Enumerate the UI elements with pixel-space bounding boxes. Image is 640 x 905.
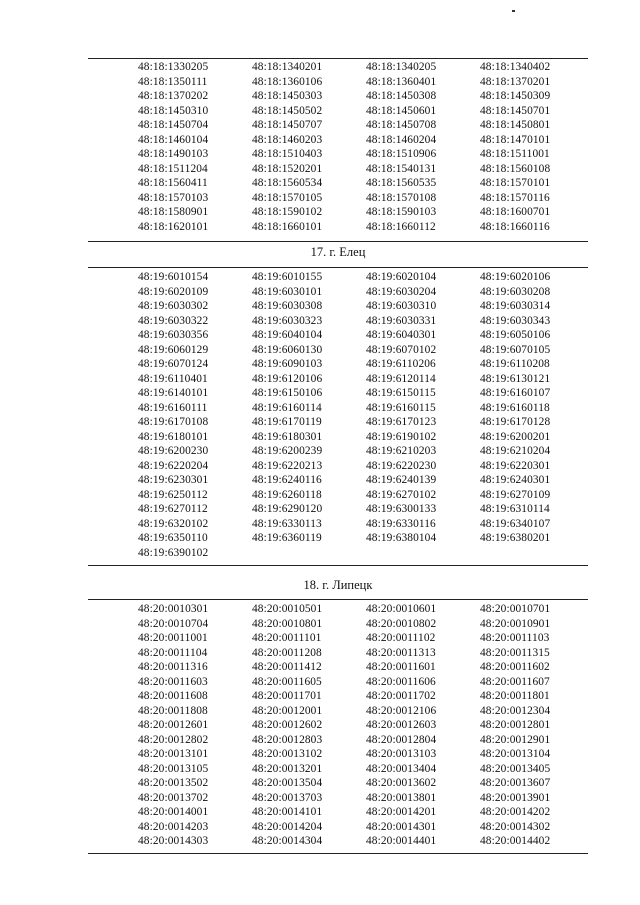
cadastral-number: 48:20:0014402: [480, 835, 551, 847]
table-top-rule: [88, 58, 588, 59]
cadastral-number: 48:20:0014203: [138, 820, 209, 833]
cadastral-number: 48:20:0011808: [138, 704, 208, 717]
cadastral-number: 48:19:6040104: [252, 329, 323, 341]
cadastral-number: 48:19:6140101: [138, 387, 209, 399]
cadastral-number: 48:19:6170123: [366, 416, 437, 428]
cadastral-number: 48:18:1450303: [252, 90, 323, 102]
cadastral-number: 48:19:6310114: [480, 503, 550, 515]
cadastral-number: 48:19:6030356: [138, 329, 209, 341]
cadastral-number: 48:20:0012304: [480, 704, 551, 717]
table-bottom-rule: [88, 565, 588, 566]
cadastral-number: 48:19:6240116: [252, 474, 322, 486]
cadastral-number: 48:18:1660101: [252, 220, 323, 233]
cadastral-number: 48:20:0010301: [138, 603, 209, 615]
cadastral-number: 48:18:1570105: [252, 191, 323, 204]
cadastral-number: 48:18:1580901: [138, 206, 209, 218]
cadastral-number: 48:20:0013104: [480, 748, 551, 760]
cadastral-number: 48:20:0014204: [252, 820, 323, 833]
cadastral-number: 48:20:0013101: [138, 748, 209, 760]
cadastral-number: 48:20:0011701: [252, 690, 322, 702]
cadastral-number: 48:20:0013405: [480, 762, 551, 775]
cadastral-number: 48:18:1560411: [138, 177, 208, 189]
cadastral-number: 48:20:0012804: [366, 733, 437, 746]
cadastral-number: 48:20:0014001: [138, 806, 209, 818]
cadastral-number: 48:19:6330113: [252, 517, 322, 530]
cadastral-number: 48:20:0011606: [366, 675, 436, 688]
cadastral-number: 48:20:0010701: [480, 603, 551, 615]
cadastral-number: 48:20:0010601: [366, 603, 437, 615]
cadastral-number: 48:20:0010901: [480, 617, 551, 630]
cadastral-number: 48:19:6350110: [138, 532, 208, 544]
cadastral-number: 48:18:1560535: [366, 177, 437, 189]
cadastral-number: 48:19:6060130: [252, 343, 323, 356]
cadastral-number: 48:18:1620101: [138, 220, 209, 233]
cadastral-number: 48:18:1570101: [480, 177, 551, 189]
cadastral-number: 48:19:6160114: [252, 401, 322, 414]
cadastral-number: 48:20:0013201: [252, 762, 323, 775]
cadastral-number: 48:20:0011001: [138, 632, 208, 644]
cadastral-number: 48:20:0014301: [366, 820, 437, 833]
cadastral-number: 48:18:1450707: [252, 119, 323, 131]
cadastral-number: 48:19:6230301: [138, 474, 209, 486]
cadastral-number: 48:19:6290120: [252, 503, 323, 515]
cadastral-number: 48:20:0014201: [366, 806, 437, 818]
cadastral-number: 48:20:0011603: [138, 675, 208, 688]
cadastral-number: 48:19:6010154: [138, 271, 209, 283]
cadastral-number: 48:20:0013102: [252, 748, 323, 760]
cadastral-number: 48:20:0012802: [138, 733, 209, 746]
cadastral-number: 48:19:6340107: [480, 517, 551, 530]
cadastral-number: 48:18:1460104: [138, 133, 209, 146]
cadastral-number: 48:18:1490103: [138, 148, 209, 160]
cadastral-number: 48:20:0011313: [366, 646, 436, 659]
cadastral-number: 48:20:0011412: [252, 661, 322, 673]
cadastral-number: 48:18:1450708: [366, 119, 437, 131]
cadastral-number: 48:19:6010155: [252, 271, 323, 283]
cadastral-number: 48:20:0010801: [252, 617, 323, 630]
cadastral-number: 48:20:0011602: [480, 661, 550, 673]
cadastral-number: 48:19:6170128: [480, 416, 551, 428]
cadastral-number: 48:20:0014202: [480, 806, 551, 818]
cadastral-number: 48:19:6040301: [366, 329, 437, 341]
cadastral-number: 48:20:0013607: [480, 777, 551, 789]
cadastral-number: 48:20:0011316: [138, 661, 208, 673]
cadastral-number: 48:20:0013504: [252, 777, 323, 789]
table-bottom-rule: [88, 241, 588, 242]
cadastral-number: 48:19:6240301: [480, 474, 551, 486]
cadastral-number: 48:20:0011102: [366, 632, 436, 644]
section-heading: 17. г. Елец: [310, 245, 366, 259]
cadastral-number: 48:20:0011208: [252, 646, 322, 659]
cadastral-number: 48:18:1450308: [366, 90, 437, 102]
cadastral-number: 48:18:1360106: [252, 75, 323, 88]
cadastral-number: 48:19:6090103: [252, 358, 323, 370]
cadastral-number: 48:20:0012603: [366, 719, 437, 731]
cadastral-number: 48:20:0011315: [480, 646, 550, 659]
cadastral-number: 48:19:6200230: [138, 445, 209, 457]
cadastral-number: 48:20:0013103: [366, 748, 437, 760]
cadastral-number: 48:18:1340402: [480, 61, 551, 73]
cadastral-number: 48:19:6300133: [366, 503, 437, 515]
cadastral-number: 48:19:6270112: [138, 503, 208, 515]
cadastral-number: 48:19:6330116: [366, 517, 436, 530]
cadastral-number: 48:20:0012901: [480, 733, 551, 746]
cadastral-number: 48:19:6060129: [138, 343, 209, 356]
cadastral-number: 48:19:6110401: [138, 372, 208, 385]
cadastral-number: 48:19:6030308: [252, 300, 323, 312]
cadastral-number: 48:20:0013901: [480, 791, 551, 804]
cadastral-number: 48:19:6020109: [138, 285, 209, 298]
cadastral-number: 48:20:0011608: [138, 690, 208, 702]
cadastral-number: 48:19:6110208: [480, 358, 550, 370]
cadastral-number: 48:18:1370202: [138, 90, 209, 102]
cadastral-number: 48:20:0013404: [366, 762, 437, 775]
cadastral-number: 48:19:6030302: [138, 300, 209, 312]
cadastral-number: 48:19:6150106: [252, 387, 323, 399]
cadastral-number: 48:18:1350111: [138, 75, 208, 88]
cadastral-number: 48:19:6220301: [480, 459, 551, 472]
cadastral-number: 48:19:6210203: [366, 445, 437, 457]
cadastral-number: 48:19:6070102: [366, 343, 437, 356]
cadastral-number: 48:20:0011601: [366, 661, 436, 673]
table-top-rule: [88, 267, 588, 268]
cadastral-number: 48:18:1450310: [138, 104, 209, 117]
cadastral-number: 48:20:0014304: [252, 835, 323, 847]
cadastral-number: 48:20:0014101: [252, 806, 323, 818]
cadastral-number: 48:19:6130121: [480, 372, 551, 385]
cadastral-number: 48:19:6200201: [480, 430, 551, 443]
cadastral-number: 48:20:0012001: [252, 704, 323, 717]
cadastral-code-grid: [88, 602, 588, 849]
cadastral-number: 48:19:6030204: [366, 285, 437, 298]
cadastral-number: 48:18:1511001: [480, 148, 550, 160]
cadastral-number: 48:18:1370201: [480, 75, 551, 88]
cadastral-number: 48:18:1510403: [252, 148, 323, 160]
cadastral-number: 48:18:1330205: [138, 61, 209, 73]
cadastral-number: 48:19:6030331: [366, 314, 437, 327]
cadastral-number: 48:19:6120106: [252, 372, 323, 385]
cadastral-number: 48:18:1360401: [366, 75, 437, 88]
cadastral-number: 48:20:0012801: [480, 719, 551, 731]
cadastral-number: 48:20:0014302: [480, 820, 551, 833]
cadastral-number: 48:19:6020104: [366, 271, 437, 283]
cadastral-number: 48:19:6220204: [138, 459, 209, 472]
cadastral-number: 48:19:6020106: [480, 271, 551, 283]
cadastral-number: 48:18:1600701: [480, 206, 551, 218]
cadastral-number: 48:19:6360119: [252, 532, 322, 544]
cadastral-number: 48:18:1450601: [366, 104, 437, 117]
cadastral-code-grid: [88, 270, 588, 560]
cadastral-number: 48:19:6390102: [138, 546, 209, 559]
cadastral-number: 48:19:6270102: [366, 488, 437, 501]
cadastral-number: 48:18:1450704: [138, 119, 209, 131]
cadastral-number: 48:18:1570116: [480, 191, 550, 204]
cadastral-number: 48:19:6190102: [366, 430, 437, 443]
cadastral-number: 48:19:6170119: [252, 416, 322, 428]
cadastral-number: 48:19:6220230: [366, 459, 437, 472]
cadastral-number: 48:18:1590102: [252, 206, 323, 218]
cadastral-number: 48:20:0014401: [366, 835, 437, 847]
cadastral-number: 48:20:0010501: [252, 603, 323, 615]
table-bottom-rule: [88, 853, 588, 854]
cadastral-number: 48:18:1450701: [480, 104, 551, 117]
cadastral-number: 48:19:6030322: [138, 314, 209, 327]
cadastral-number: 48:19:6070124: [138, 358, 209, 370]
cadastral-number: 48:19:6030310: [366, 300, 437, 312]
cadastral-number: 48:19:6110206: [366, 358, 436, 370]
cadastral-number: 48:20:0012106: [366, 704, 437, 717]
cadastral-number: 48:19:6030314: [480, 300, 551, 312]
cadastral-number: 48:20:0013703: [252, 791, 323, 804]
cadastral-number: 48:18:1511204: [138, 162, 208, 175]
cadastral-number: 48:18:1470101: [480, 133, 551, 146]
cadastral-number: 48:20:0012602: [252, 719, 323, 731]
section-heading: 18. г. Липецк: [303, 578, 373, 592]
cadastral-number: 48:20:0014303: [138, 835, 209, 847]
cadastral-number: 48:19:6260118: [252, 488, 322, 501]
cadastral-number: 48:20:0011104: [138, 646, 208, 659]
cadastral-number: 48:19:6380104: [366, 532, 437, 544]
cadastral-number: 48:19:6160107: [480, 387, 551, 399]
cadastral-number: 48:18:1340201: [252, 61, 323, 73]
cadastral-number: 48:20:0011103: [480, 632, 550, 644]
cadastral-number: 48:19:6270109: [480, 488, 551, 501]
cadastral-number: 48:20:0012803: [252, 733, 323, 746]
cadastral-number: 48:20:0010704: [138, 617, 209, 630]
cadastral-number: 48:20:0012601: [138, 719, 209, 731]
cadastral-number: 48:18:1450502: [252, 104, 323, 117]
cadastral-number: 48:18:1560108: [480, 162, 551, 175]
cadastral-code-grid: [88, 60, 588, 234]
cadastral-number: 48:19:6030101: [252, 285, 323, 298]
cadastral-number: 48:19:6170108: [138, 416, 209, 428]
cadastral-number: 48:19:6150115: [366, 387, 436, 399]
cadastral-number: 48:19:6160111: [138, 401, 208, 414]
cadastral-number: 48:18:1340205: [366, 61, 437, 73]
cadastral-number: 48:20:0013502: [138, 777, 209, 789]
cadastral-number: 48:18:1570103: [138, 191, 209, 204]
cadastral-number: 48:19:6160118: [480, 401, 550, 414]
cadastral-number: 48:19:6210204: [480, 445, 551, 457]
cadastral-number: 48:19:6070105: [480, 343, 551, 356]
cadastral-number: 48:19:6320102: [138, 517, 209, 530]
cadastral-number: 48:18:1450309: [480, 90, 551, 102]
cadastral-number: 48:19:6030208: [480, 285, 551, 298]
cadastral-number: 48:18:1520201: [252, 162, 323, 175]
cadastral-number: 48:20:0011801: [480, 690, 550, 702]
cadastral-number: 48:20:0010802: [366, 617, 437, 630]
cadastral-number: 48:19:6240139: [366, 474, 437, 486]
cadastral-number: 48:19:6200239: [252, 445, 323, 457]
cadastral-number: 48:20:0013801: [366, 791, 437, 804]
cadastral-number: 48:19:6050106: [480, 329, 551, 341]
cadastral-number: 48:19:6030323: [252, 314, 323, 327]
cadastral-number: 48:19:6250112: [138, 488, 208, 501]
table-top-rule: [88, 599, 588, 600]
cadastral-number: 48:18:1590103: [366, 206, 437, 218]
cadastral-number: 48:19:6120114: [366, 372, 436, 385]
cadastral-number: 48:20:0013105: [138, 762, 209, 775]
cadastral-number: 48:18:1660116: [480, 220, 550, 233]
cadastral-number: 48:20:0013602: [366, 777, 437, 789]
cadastral-number: 48:19:6180301: [252, 430, 323, 443]
cadastral-number: 48:19:6180101: [138, 430, 209, 443]
cadastral-number: 48:18:1570108: [366, 191, 437, 204]
cadastral-number: 48:19:6220213: [252, 459, 323, 472]
cadastral-number: 48:18:1510906: [366, 148, 437, 160]
cadastral-number: 48:20:0011101: [252, 632, 322, 644]
cadastral-number: 48:18:1560534: [252, 177, 323, 189]
cadastral-number: 48:20:0011607: [480, 675, 550, 688]
cadastral-number: 48:19:6030343: [480, 314, 551, 327]
cadastral-number: 48:18:1540131: [366, 162, 437, 175]
cadastral-number: 48:20:0011605: [252, 675, 322, 688]
cadastral-number: 48:19:6160115: [366, 401, 436, 414]
cadastral-number: 48:20:0013702: [138, 791, 209, 804]
cadastral-number: 48:18:1660112: [366, 220, 436, 233]
cadastral-number: 48:18:1450801: [480, 119, 551, 131]
cadastral-number: 48:20:0011702: [366, 690, 436, 702]
cadastral-number: 48:18:1460204: [366, 133, 437, 146]
cadastral-number: 48:18:1460203: [252, 133, 323, 146]
scan-speck: [512, 10, 515, 12]
cadastral-number: 48:19:6380201: [480, 532, 551, 544]
